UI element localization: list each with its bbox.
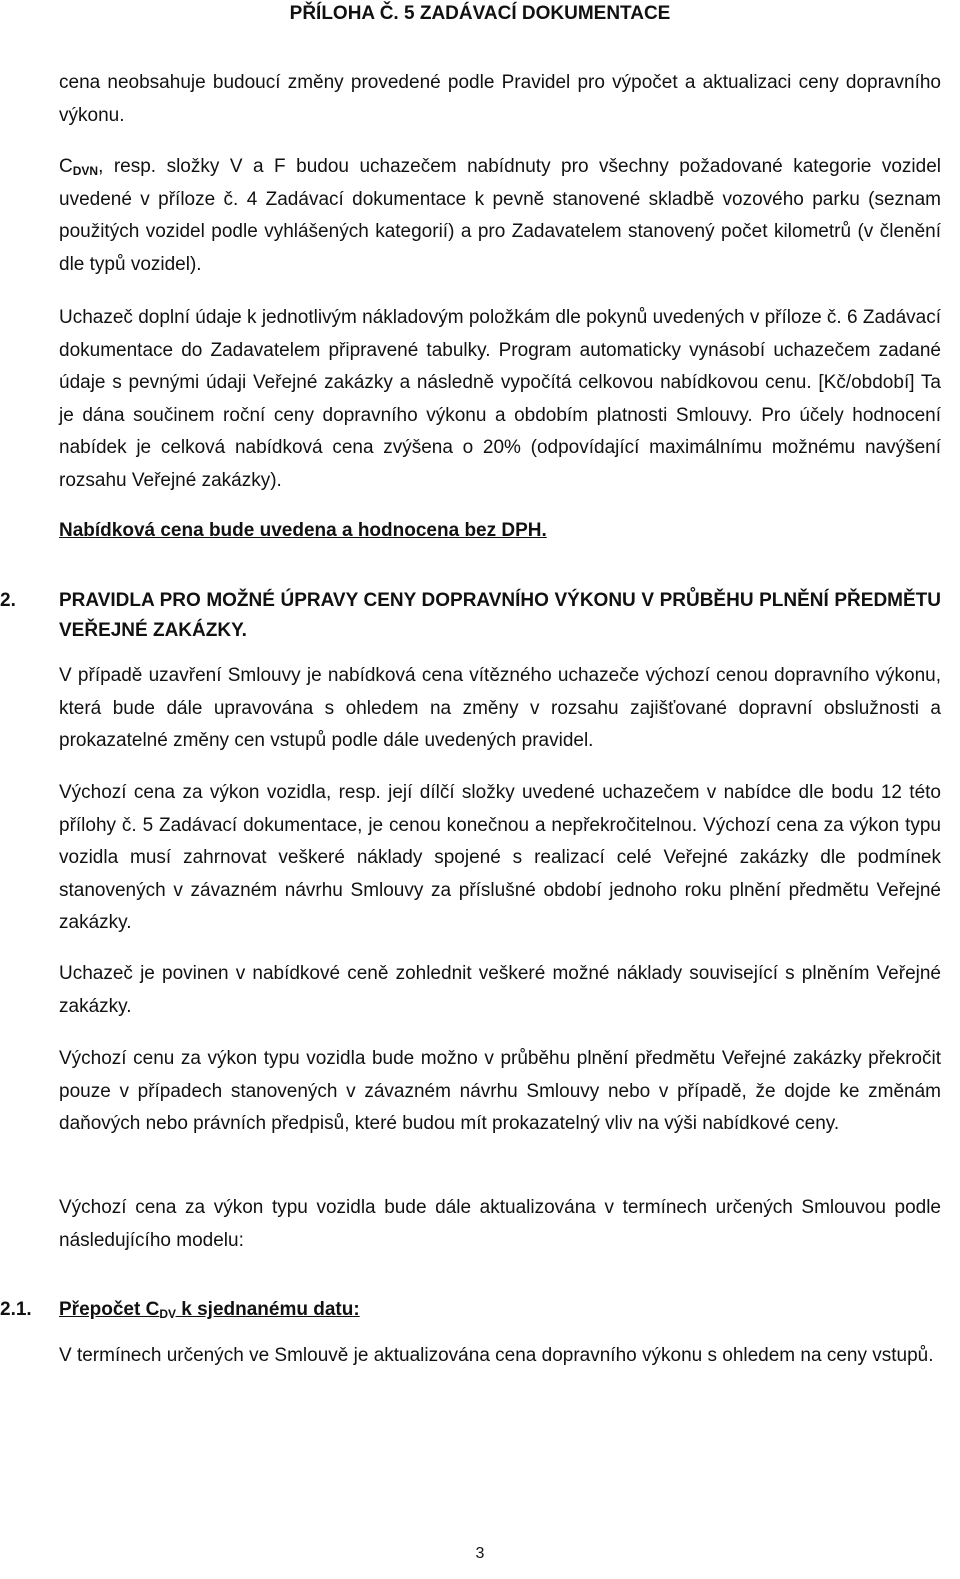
paragraph-bidder-fills: Uchazeč doplní údaje k jednotlivým nákladovým položkám dle pokynů uvedených v příloze č. 6 Zadávací dokumentace do Zadavatelem připravené tabulky. Program automaticky vynásobí uchazečem zadané údaje s pevnými údaji Veřejné zakázky a následně vypočítá celkovou nabídkovou cenu. [Kč/období] Ta je dána součinem roční ceny dopravního výkonu a obdobím platnosti Smlouvy. Pro účely hodnocení nabídek je celková nabídková cena zvýšena o 20% (odpovídající maximálnímu možnému navýšení rozsahu Veřejné zakázky).: [59, 307, 941, 491]
paragraph-recalc: V termínech určených ve Smlouvě je aktualizována cena dopravního výkonu s ohledem na ceny vstupů.: [59, 1345, 934, 1366]
paragraph-price-note: cena neobsahuje budoucí změny provedené podle Pravidel pro výpočet a aktualizaci ceny dopravního výkonu.: [59, 72, 941, 126]
page-header: PŘÍLOHA Č. 5 ZADÁVACÍ DOKUMENTACE: [289, 3, 671, 24]
section-2-number: 2.: [0, 590, 16, 611]
paragraph-contract-price: V případě uzavření Smlouvy je nabídková cena vítězného uchazeče výchozí cenou dopravního výkonu, která bude dále upravována s ohledem na změny v rozsahu zajišťované dopravní obslužnosti a prokazatelné změny cen vstupů podle dále uvedených pravidel.: [59, 665, 941, 751]
page-number: 3: [475, 1545, 485, 1562]
paragraph-initial-price: Výchozí cena za výkon vozidla, resp. její dílčí složky uvedené uchazečem v nabídce dle bodu 12 této přílohy č. 5 Zadávací dokumentace, je cenou konečnou a nepřekročitelnou. Výchozí cena za výkon typu vozidla musí zahrnovat veškeré náklady spojené s realizací celé Veřejné zakázky dle podmínek stanovených v závazném návrhu Smlouvy za příslušné období jednoho roku plnění předmětu Veřejné zakázky.: [59, 782, 941, 933]
paragraph-cdvn: [59, 151, 941, 281]
section-2-title: PRAVIDLA PRO MOŽNÉ ÚPRAVY CENY DOPRAVNÍHO VÝKONU V PRŮBĚHU PLNĚNÍ PŘEDMĚTU VEŘEJNÉ ZAKÁZKY.: [59, 590, 941, 641]
paragraph-vat-note: [59, 515, 941, 548]
paragraph-update: Výchozí cena za výkon typu vozidla bude dále aktualizována v termínech určených Smlouvou podle následujícího modelu:: [59, 1197, 941, 1251]
cdvn-text: , resp. složky V a F budou uchazečem nabídnuty pro všechny požadované kategorie vozidel uvedené v příloze č. 4 Zadávací dokumentace k pevně stanovené skladbě vozového parku (seznam použitých vozidel podle vyhlášených kategorií) a pro Zadavatelem stanovený počet kilometrů (v členění dle typů vozidel).: [59, 156, 941, 275]
section-2-1-title: Přepočet $C_{DV}$ k sjednanému datu:: [59, 1299, 360, 1321]
vat-note-text: Nabídková cena bude uvedena a hodnocena bez DPH.: [59, 520, 547, 541]
cdvn-symbol: $C_{DVN}$: [59, 156, 99, 178]
paragraph-exceed: Výchozí cenu za výkon typu vozidla bude možno v průběhu plnění předmětu Veřejné zakázky překročit pouze v případech stanovených v závazném návrhu Smlouvy nebo v případě, že dojde ke změnám daňových nebo právních předpisů, které budou mít prokazatelný vliv na výši nabídkové ceny.: [59, 1048, 941, 1134]
section-2-1-number: 2.1.: [0, 1299, 32, 1320]
paragraph-costs: Uchazeč je povinen v nabídkové ceně zohlednit veškeré možné náklady související s plněním Veřejné zakázky.: [59, 963, 941, 1017]
